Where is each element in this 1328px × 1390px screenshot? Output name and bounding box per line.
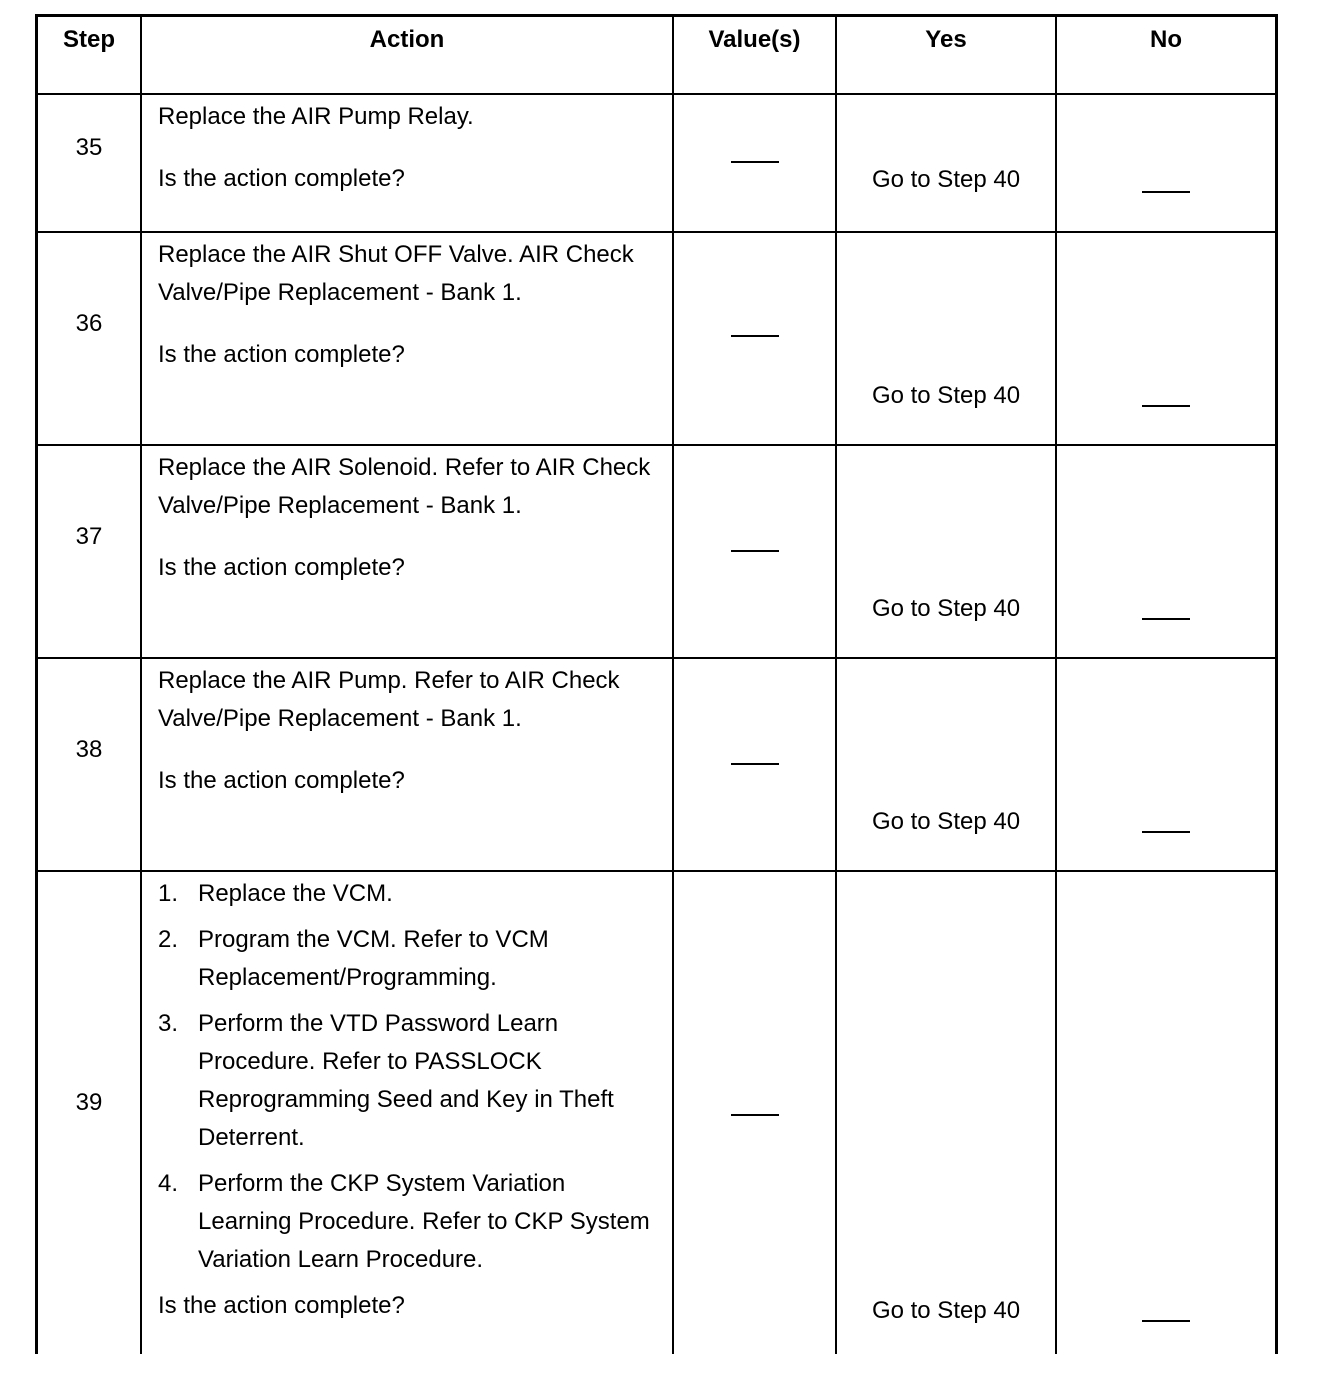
step-number: 35 — [75, 134, 103, 161]
value-cell — [673, 445, 836, 658]
action-cell — [141, 658, 673, 871]
list-item-text: Perform the VTD Password Learn Procedure. Refer to PASSLOCK Reprogramming Seed and Key in Theft Deterrent. — [198, 1010, 614, 1151]
step-number: 37 — [75, 523, 103, 550]
list-item-number: 4. — [158, 1170, 179, 1197]
yes-goto-text: Go to Step 40 — [871, 166, 1021, 193]
no-empty-dash — [1142, 1320, 1190, 1322]
table-row-step-39 — [38, 871, 1275, 1354]
no-empty-dash — [1142, 405, 1190, 407]
action-cell — [141, 445, 673, 658]
no-empty-dash — [1142, 191, 1190, 193]
no-cell — [1056, 871, 1275, 1354]
list-item-number: 3. — [158, 1010, 179, 1037]
table-row-step-38 — [38, 658, 1275, 871]
step-number: 38 — [75, 736, 103, 763]
value-empty-dash — [731, 763, 779, 765]
yes-goto-text: Go to Step 40 — [871, 808, 1021, 835]
list-item-text: Replace the VCM. — [198, 880, 393, 907]
value-empty-dash — [731, 550, 779, 552]
value-cell — [673, 94, 836, 232]
list-item — [158, 921, 662, 997]
no-cell — [1056, 445, 1275, 658]
step-cell — [38, 871, 141, 1354]
step-number: 39 — [75, 1089, 103, 1116]
step-number: 36 — [75, 310, 103, 337]
question-text: Is the action complete? — [158, 554, 405, 581]
value-cell — [673, 658, 836, 871]
step-cell — [38, 94, 141, 232]
list-item — [158, 875, 662, 913]
header-row — [38, 17, 1275, 94]
no-empty-dash — [1142, 618, 1190, 620]
question-text: Is the action complete? — [158, 165, 405, 192]
no-cell — [1056, 232, 1275, 445]
header-step: Step — [38, 17, 141, 94]
yes-cell — [836, 871, 1056, 1354]
table-row-step-36 — [38, 232, 1275, 445]
list-item-number: 2. — [158, 926, 179, 953]
action-cell — [141, 871, 673, 1354]
action-text: Replace the AIR Solenoid. Refer to AIR Check Valve/Pipe Replacement - Bank 1. — [158, 454, 651, 519]
action-text: Replace the AIR Pump Relay. — [158, 103, 474, 130]
step-cell — [38, 232, 141, 445]
action-cell — [141, 94, 673, 232]
yes-goto-text: Go to Step 40 — [871, 595, 1021, 622]
no-cell — [1056, 658, 1275, 871]
list-item-text: Program the VCM. Refer to VCM Replacement/Programming. — [198, 926, 549, 991]
yes-cell — [836, 232, 1056, 445]
action-cell — [141, 232, 673, 445]
list-item — [158, 1165, 662, 1279]
diagnostic-table-page — [35, 14, 1278, 1354]
yes-goto-text: Go to Step 40 — [871, 1297, 1021, 1324]
step-cell — [38, 445, 141, 658]
value-empty-dash — [731, 161, 779, 163]
no-empty-dash — [1142, 831, 1190, 833]
procedure-list — [158, 875, 662, 1279]
value-cell — [673, 871, 836, 1354]
question-text: Is the action complete? — [158, 341, 405, 368]
table-row-step-37 — [38, 445, 1275, 658]
yes-cell — [836, 94, 1056, 232]
yes-goto-text: Go to Step 40 — [871, 382, 1021, 409]
diagnostic-steps-table — [38, 17, 1275, 1354]
no-cell — [1056, 94, 1275, 232]
table-row-step-35 — [38, 94, 1275, 232]
value-empty-dash — [731, 1114, 779, 1116]
action-text: Replace the AIR Shut OFF Valve. AIR Check Valve/Pipe Replacement - Bank 1. — [158, 241, 634, 306]
question-text: Is the action complete? — [158, 767, 405, 794]
yes-cell — [836, 445, 1056, 658]
action-text: Replace the AIR Pump. Refer to AIR Check Valve/Pipe Replacement - Bank 1. — [158, 667, 620, 732]
value-cell — [673, 232, 836, 445]
list-item-text: Perform the CKP System Variation Learning Procedure. Refer to CKP System Variation Learn Procedure. — [198, 1170, 650, 1273]
header-action: Action — [141, 17, 673, 94]
list-item — [158, 1005, 662, 1157]
yes-cell — [836, 658, 1056, 871]
header-values: Value(s) — [673, 17, 836, 94]
step-cell — [38, 658, 141, 871]
header-yes: Yes — [836, 17, 1056, 94]
value-empty-dash — [731, 335, 779, 337]
header-no: No — [1056, 17, 1275, 94]
list-item-number: 1. — [158, 880, 179, 907]
question-text: Is the action complete? — [158, 1292, 405, 1319]
